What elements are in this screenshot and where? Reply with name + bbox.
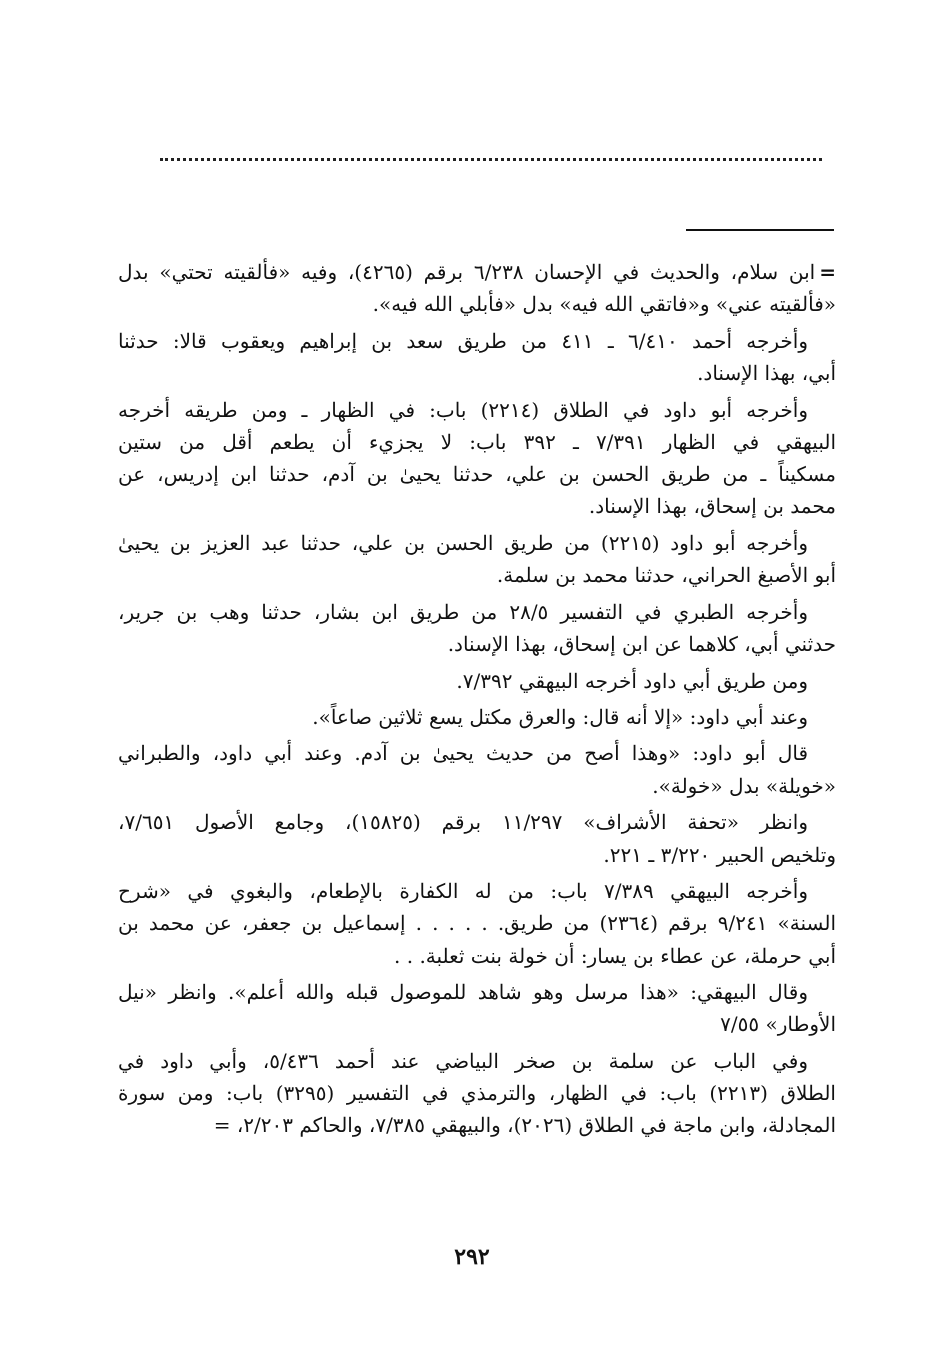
text-line: محمد بن إسحاق، بهذا الإسناد. xyxy=(588,494,836,519)
footnote-paragraph xyxy=(118,701,836,733)
text-line: البيهقي في الظهار ٧/٣٩١ ـ ٣٩٢ باب: لا يجزيء أن يطعم أقل من ستين xyxy=(118,429,836,454)
footnote-paragraph xyxy=(118,875,836,972)
text-line: الطلاق (٢٢١٣) باب: في الظهار، والترمذي في التفسير (٣٢٩٥) باب: ومن سورة xyxy=(118,1081,836,1106)
text-line: وأخرجه البيهقي ٧/٣٨٩ باب: من له الكفارة بالإطعام، والبغوي في «شرح xyxy=(118,879,808,904)
dotted-separator xyxy=(160,158,822,161)
text-line: ومن طريق أبي داود أخرجه البيهقي ٧/٣٩٢. xyxy=(456,668,808,693)
footnote-paragraph xyxy=(118,325,836,390)
footnote-body xyxy=(118,256,836,1146)
footnote-paragraph xyxy=(118,256,836,321)
text-line: وأخرجه أبو داود (٢٢١٥) من طريق الحسن بن علي، حدثنا عبد العزيز بن يحيىٰ xyxy=(118,530,808,555)
footnote-paragraph xyxy=(118,394,836,523)
text-line: السنة» ٩/٢٤١ برقم (٢٣٦٤) من طريق. . . . . . إسماعيل بن جعفر، عن محمد بن xyxy=(118,911,837,936)
continuation-mark: = xyxy=(819,260,837,284)
footnote-paragraph xyxy=(118,596,836,661)
page-number: ٢٩٢ xyxy=(454,1244,490,1270)
text-line: وفي الباب عن سلمة بن صخر البياضي عند أحمد ٥/٤٣٦، وأبي داود في xyxy=(118,1048,808,1073)
text-line: أبو الأصبغ الحراني، حدثنا محمد بن سلمة. xyxy=(496,563,836,588)
footnote-paragraph xyxy=(118,806,836,871)
text-line: =ابن سلام، والحديث في الإحسان ٦/٢٣٨ برقم (٤٢٦٥)، وفيه «فألقيته تحتي» بدل xyxy=(118,260,837,284)
text-line: وتلخيص الحبير ٣/٢٢٠ ـ ٢٢١. xyxy=(603,842,836,867)
text-line: حدثني أبي، كلاهما عن ابن إسحاق، بهذا الإسناد. xyxy=(447,632,836,657)
footnote-rule xyxy=(686,229,834,231)
text-line: وأخرجه الطبري في التفسير ٢٨/٥ من طريق ابن بشار، حدثنا وهب بن جرير، xyxy=(118,599,809,624)
footnote-paragraph xyxy=(118,665,836,697)
text-line: «فألقيته عني» و«فاتقي الله فيه» بدل «فأبلي الله فيه». xyxy=(372,292,836,317)
text-line: الأوطار» ٧/٥٥ xyxy=(720,1012,836,1037)
footnote-paragraph xyxy=(118,976,836,1041)
text-line: أبي، بهذا الإسناد. xyxy=(697,361,836,386)
text-line: وأخرجه أبو داود في الطلاق (٢٢١٤) باب: في الظهار ـ ومن طريقه أخرجه xyxy=(118,397,808,422)
text-line: وانظر «تحفة الأشراف» ١١/٢٩٧ برقم (١٥٨٢٥)، وجامع الأصول ٧/٦٥١، xyxy=(118,810,808,835)
text-line: وأخرجه أحمد ٦/٤١٠ ـ ٤١١ من طريق سعد بن إبراهيم ويعقوب قالا: حدثنا xyxy=(118,328,808,353)
text-line: قال أبو داود: «وهذا أصح من حديث يحيىٰ بن آدم. وعند أبي داود، والطبراني xyxy=(118,741,808,766)
text-line: وعند أبي داود: «إلا أنه قال: والعرق مكتل يسع ثلاثين صاعاً». xyxy=(312,704,808,729)
text-line: المجادلة، وابن ماجة في الطلاق (٢٠٢٦)، والبيهقي ٧/٣٨٥، والحاكم ٢/٢٠٣، = xyxy=(213,1113,836,1138)
text-line: أبي حرملة، عن عطاء بن يسار: أن خولة بنت ثعلبة. . . xyxy=(394,943,836,968)
footnote-paragraph xyxy=(118,1045,836,1142)
footnote-paragraph xyxy=(118,737,836,802)
text-line: وقال البيهقي: «هذا مرسل وهو شاهد للموصول قبله والله أعلم». وانظر «نيل xyxy=(118,980,808,1005)
text-line: مسكيناً ـ من طريق الحسن بن علي، حدثنا يحيىٰ بن آدم، حدثنا ابن إدريس، عن xyxy=(118,462,836,487)
text-line: «خويلة» بدل «خولة». xyxy=(652,773,836,798)
footnote-paragraph xyxy=(118,527,836,592)
